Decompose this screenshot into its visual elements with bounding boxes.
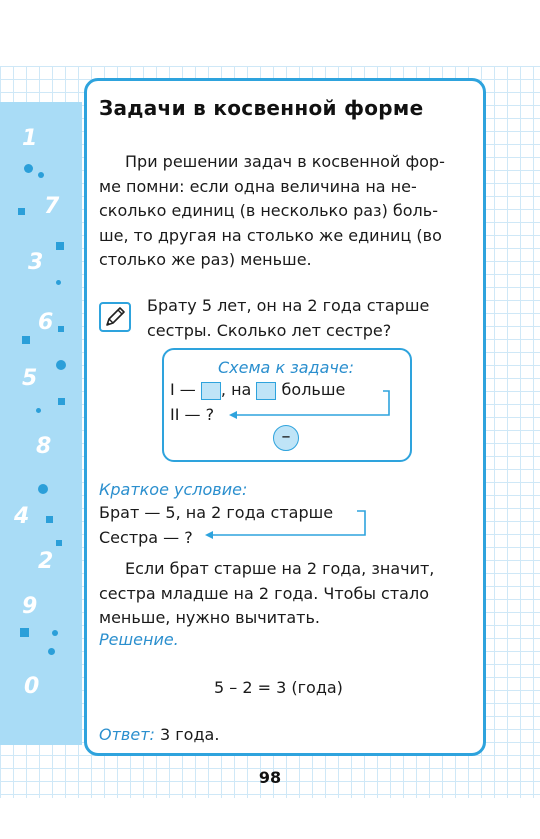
decorative-square: [46, 516, 53, 523]
solution-heading: Решение.: [99, 630, 179, 649]
rule-line: ме помни: если одна величина на не-: [99, 176, 417, 196]
side-number: 5: [22, 366, 38, 391]
explanation-line: сестра младше на 2 года. Чтобы стало: [99, 583, 429, 603]
side-number: 9: [22, 594, 38, 619]
minus-sign-circle: –: [273, 425, 299, 451]
scheme-row-sister: II — ?: [170, 405, 215, 424]
decorative-dot: [36, 408, 41, 413]
decorative-square: [22, 336, 30, 344]
scheme-arrow: [225, 385, 395, 425]
answer-line: [99, 725, 219, 744]
decorative-square: [20, 628, 29, 637]
decorative-dot: [52, 630, 58, 636]
rule-line: ше, то другая на столько же единиц (во: [99, 225, 442, 245]
decorative-dot: [56, 280, 61, 285]
short-condition-line: Сестра — ?: [99, 528, 193, 547]
decorative-dot: [48, 648, 55, 655]
page-number: 98: [258, 768, 282, 787]
task-text: [147, 294, 482, 343]
decorative-dot: [38, 172, 44, 178]
answer-label: Ответ:: [99, 725, 155, 744]
short-condition-heading: Краткое условие:: [99, 480, 248, 499]
side-number: 1: [22, 126, 38, 151]
decorative-square: [56, 242, 64, 250]
explanation-line: Если брат старше на 2 года, значит,: [125, 559, 435, 578]
decorative-dot: [38, 484, 48, 494]
decorative-dot: [24, 164, 33, 173]
pencil-icon: [99, 302, 131, 332]
side-number: 6: [38, 310, 54, 335]
rule-paragraph: [99, 150, 479, 273]
task-line: Брату 5 лет, он на 2 года старше: [147, 296, 430, 315]
task-line: сестры. Сколько лет сестре?: [147, 320, 392, 340]
scheme-row1-prefix: I —: [170, 380, 196, 399]
scheme-empty-box: [201, 382, 221, 400]
short-condition-line: Брат — 5, на 2 года старше: [99, 503, 334, 522]
condition-arrow: [195, 505, 375, 545]
decorative-square: [58, 326, 64, 332]
explanation-paragraph: [99, 557, 479, 631]
scheme-row1-mid: , на: [220, 380, 252, 399]
side-number: 0: [24, 674, 40, 699]
decorative-square: [18, 208, 25, 215]
page-title: Задачи в косвенной форме: [99, 96, 424, 120]
answer-value: 3 года.: [160, 725, 220, 744]
decorative-dot: [56, 360, 66, 370]
rule-line: столько же раз) меньше.: [99, 250, 312, 269]
solution-expression: 5 – 2 = 3 (года): [214, 678, 343, 697]
side-number: 4: [14, 504, 30, 529]
side-number: 7: [44, 194, 60, 219]
side-number: 2: [38, 549, 54, 574]
decorative-square: [58, 398, 65, 405]
decorative-side-strip: [0, 102, 82, 745]
side-number: 3: [28, 250, 44, 275]
side-number: 8: [36, 434, 52, 459]
rule-line: сколько единиц (в несколько раз) боль-: [99, 201, 438, 220]
rule-line: При решении задач в косвенной фор-: [125, 152, 445, 171]
scheme-row1-suffix: больше: [281, 380, 346, 399]
explanation-line: меньше, нужно вычитать.: [99, 608, 321, 627]
decorative-square: [56, 540, 62, 546]
scheme-heading: Схема к задаче:: [218, 358, 355, 377]
